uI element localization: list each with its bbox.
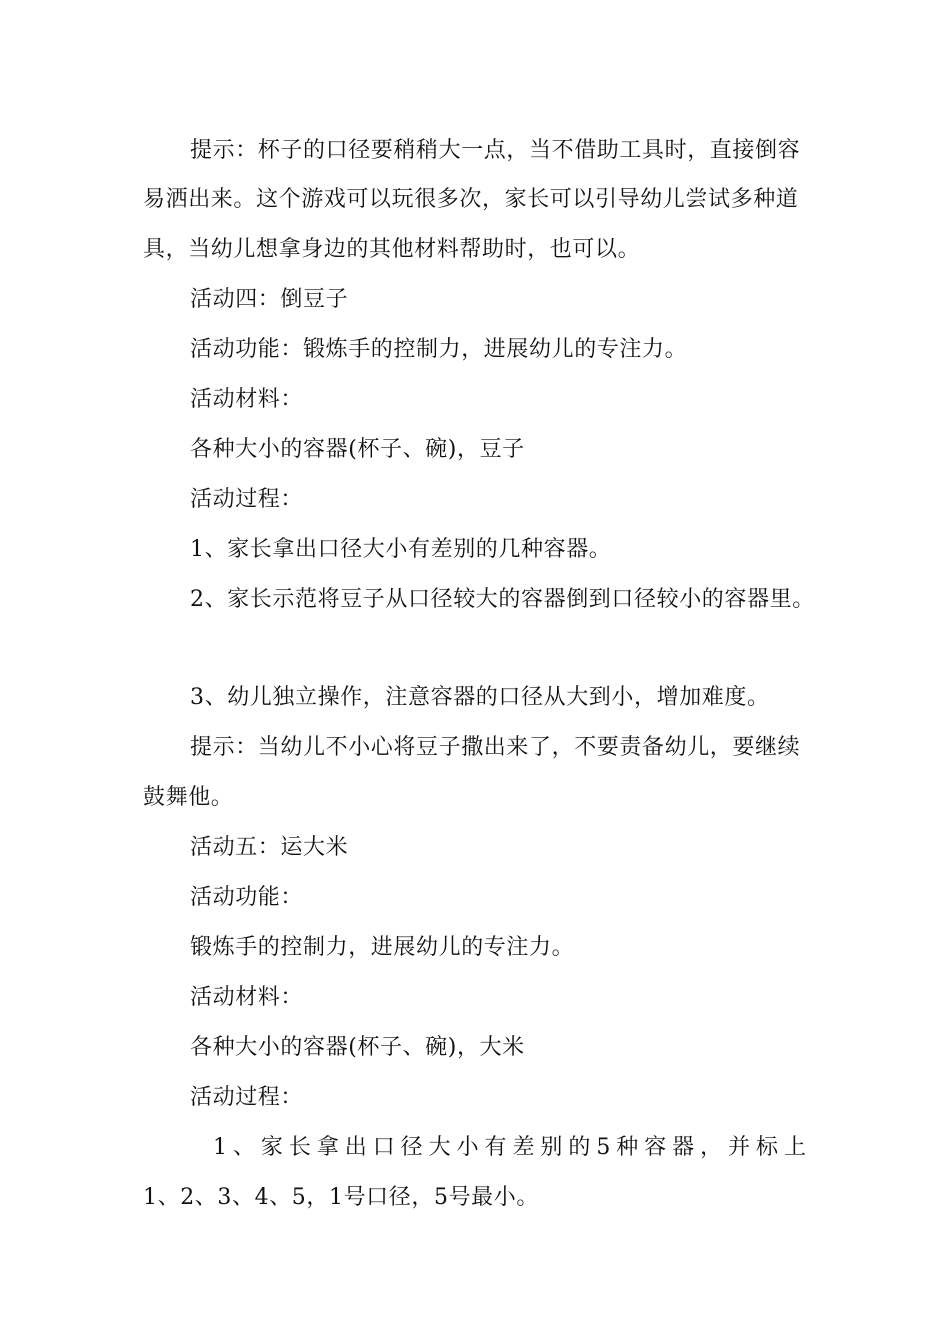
section-heading-activity-5: 活动五：运大米 [190,835,349,860]
process-step-1-b-continued: 1、2、3、4、5，1号口径，5号最小。 [143,1185,539,1210]
activity-materials-line-2: 各种大小的容器(杯子、碗)，大米 [190,1035,525,1060]
activity-materials-label: 活动材料： [190,387,304,412]
paragraph-line-3: 具，当幼儿想拿身边的其他材料帮助时，也可以。 [143,237,641,262]
activity-materials-line: 各种大小的容器(杯子、碗)，豆子 [190,437,525,462]
process-step-2: 2、家长示范将豆子从口径较大的容器倒到口径较小的容器里。 [190,587,815,612]
activity-process-label: 活动过程： [190,487,304,512]
process-step-1-b: 1、家长拿出口径大小有差别的5种容器，并标上 [213,1135,806,1160]
activity-function-label: 活动功能： [190,885,304,910]
activity-function-line: 活动功能：锻炼手的控制力，进展幼儿的专注力。 [190,337,688,362]
paragraph-line-1: 提示：杯子的口径要稍稍大一点，当不借助工具时，直接倒容 [190,138,801,163]
paragraph-line-2: 易洒出来。这个游戏可以玩很多次，家长可以引导幼儿尝试多种道 [143,187,799,212]
tip-line-1: 提示：当幼儿不小心将豆子撒出来了，不要责备幼儿，要继续 [190,735,801,760]
activity-function-line-2: 锻炼手的控制力，进展幼儿的专注力。 [190,935,575,960]
activity-materials-label-2: 活动材料： [190,985,304,1010]
process-step-3: 3、幼儿独立操作，注意容器的口径从大到小，增加难度。 [190,685,770,710]
activity-process-label-2: 活动过程： [190,1085,304,1110]
tip-line-2: 鼓舞他。 [143,785,234,810]
section-heading-activity-4: 活动四：倒豆子 [190,287,349,312]
process-step-1: 1、家长拿出口径大小有差别的几种容器。 [190,537,612,562]
